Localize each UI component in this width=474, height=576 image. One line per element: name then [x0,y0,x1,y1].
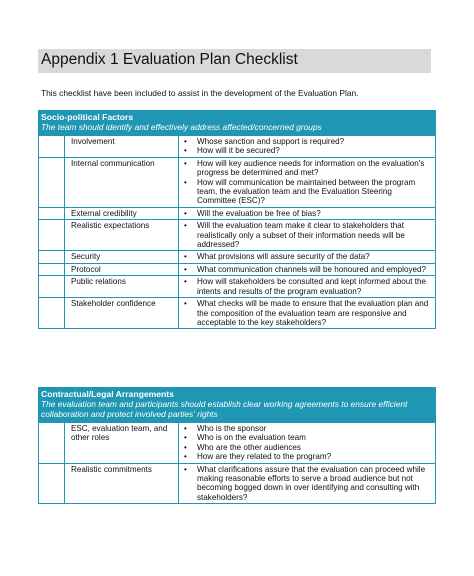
section-socio-political [38,110,436,329]
list-item: • Who are the other audiences [182,443,432,452]
row-label: External credibility [65,207,179,219]
table-row [39,207,436,219]
section-title: Contractual/Legal Arrangements [41,389,174,399]
list-item: • Will the evaluation be free of bias? [182,209,432,218]
row-label: Internal communication [65,157,179,207]
row-label: Stakeholder confidence [65,298,179,329]
checkbox-cell [39,423,65,464]
table-row [39,157,436,207]
list-item: • What communication channels will be honoured and employed? [182,265,432,274]
row-items [179,207,436,219]
intro-text: This checklist have been included to assist in the development of the Evaluation Plan. [41,88,359,98]
row-items [179,157,436,207]
list-item: • How will it be secured? [182,146,432,155]
checkbox-cell [39,276,65,298]
checkbox-cell [39,207,65,219]
section-header [38,110,436,135]
list-item: • Will the evaluation team make it clear to stakeholders that realistically only a subset of their information needs will be addressed? [182,221,432,249]
table-row [39,220,436,251]
checkbox-cell [39,157,65,207]
row-items [179,463,436,504]
checkbox-cell [39,298,65,329]
section-title: Socio-political Factors [41,112,134,122]
table-row [39,423,436,464]
section-header [38,387,436,422]
section-subtitle: The team should identify and effectively address affected/concerned groups [41,122,322,132]
list-item: • Who is the sponsor [182,424,432,433]
row-label: Public relations [65,276,179,298]
checklist-table [38,422,436,504]
checkbox-cell [39,251,65,263]
row-label: ESC, evaluation team, and other roles [65,423,179,464]
table-row [39,263,436,275]
checklist-table [38,135,436,329]
list-item: • What checks will be made to ensure that the evaluation plan and the composition of the evaluation team are responsive and acceptable to the key stakeholders? [182,299,432,327]
section-subtitle: The evaluation team and participants should establish clear working agreements to ensure efficient collaboration and protect involved parties' rights [41,399,408,419]
list-item: • What provisions will assure security of the data? [182,252,432,261]
row-label: Protocol [65,263,179,275]
table-row [39,463,436,504]
row-items [179,251,436,263]
list-item: • How will stakeholders be consulted and kept informed about the intents and results of the program evaluation? [182,277,432,296]
row-label: Involvement [65,136,179,158]
table-row [39,298,436,329]
row-label: Realistic expectations [65,220,179,251]
table-row [39,276,436,298]
checkbox-cell [39,220,65,251]
row-items [179,136,436,158]
checkbox-cell [39,136,65,158]
row-items [179,298,436,329]
checkbox-cell [39,263,65,275]
list-item: • How will key audience needs for information on the evaluation's progress be determined and met? [182,159,432,178]
page-title: Appendix 1 Evaluation Plan Checklist [41,51,298,68]
list-item: • How are they related to the program? [182,452,432,461]
section-contractual-legal [38,387,436,504]
table-row [39,136,436,158]
row-label: Realistic commitments [65,463,179,504]
list-item: • What clarifications assure that the evaluation can proceed while making reasonable efforts to serve a broad audience but not becoming bogged down in over identifying and consulting with stakeholders? [182,465,432,503]
row-items [179,423,436,464]
row-items [179,276,436,298]
checkbox-cell [39,463,65,504]
row-label: Security [65,251,179,263]
list-item: • How will communication be maintained between the program team, the evaluation team and the Evaluation Steering Committee (ESC)? [182,178,432,206]
table-row [39,251,436,263]
list-item: • Whose sanction and support is required? [182,137,432,146]
list-item: • Who is on the evaluation team [182,433,432,442]
row-items [179,220,436,251]
row-items [179,263,436,275]
